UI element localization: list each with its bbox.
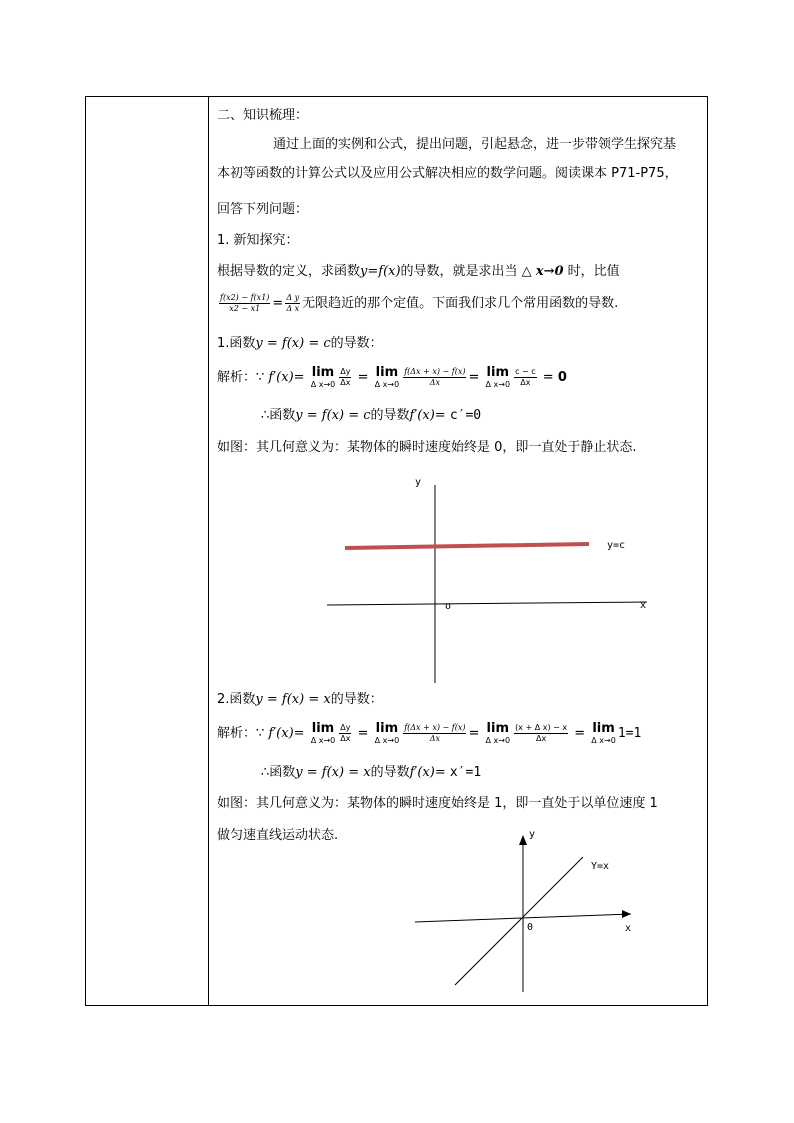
intro-line-3: 回答下列问题： — [217, 202, 309, 217]
c-fraction: $\frac{c - c}{\Delta x}$ — [515, 367, 536, 387]
def-fraction: $\frac{f(x2) - f(x1)}{x2 - x1}$ — [220, 293, 270, 313]
item2-heading: 2.函数y = f(x) = x的导数： — [217, 692, 383, 707]
lesson-table — [85, 96, 708, 1006]
lim-5: lim Δ x→0 — [374, 721, 400, 745]
origin-label-2: 0 — [527, 922, 534, 933]
def-x-to-0: x→0 — [535, 264, 564, 279]
x-axis-label: x — [640, 600, 647, 611]
item2-meaning-1: 如图：其几何意义为：某物体的瞬时速度始终是 1，即一直处于以单位速度 1 — [217, 796, 658, 811]
subheading: 1. 新知探究： — [217, 233, 299, 248]
dy-dx-fraction: $\frac{\Delta y}{\Delta x}$ — [340, 367, 351, 387]
x-arrow-icon — [622, 910, 631, 918]
constant-function-graph — [327, 475, 667, 685]
lim-2: lim Δ x→0 — [374, 365, 400, 389]
section-title: 二、知识梳理： — [217, 108, 309, 123]
column-divider — [208, 97, 209, 1005]
item2-conclusion: ∴函数y = f(x) = x的导数f′(x)= x′=1 — [261, 765, 482, 780]
content-cell — [217, 97, 703, 1005]
item2-meaning-2: 做匀速直线运动状态. — [217, 828, 339, 843]
lim-4: lim Δ x→0 — [310, 721, 336, 745]
item1-heading-formula: y = f(x) = c — [255, 336, 331, 351]
x-axis-label-2: x — [625, 923, 632, 934]
definition-line-1 — [217, 263, 620, 281]
item2-analysis: 解析：∵ f′(x)= lim Δ x→0 $\frac{\Delta y}{\Delta x}$ = lim Δ x→0 $\frac{f(\Delta x + x) - f(x)}{\Delta x}$ = lim Δ x→0 $\frac{\text{(x + Δ x) − x}}{\Delta x}$ = lim Δ x→0 1=1 — [217, 721, 642, 745]
intro-line-2: 本初等函数的计算公式以及应用公式解决相应的数学问题。阅读课本 P71-P75， — [217, 166, 678, 181]
x-axis — [327, 602, 647, 605]
y-axis-label-2: y — [529, 829, 536, 840]
identity-line — [455, 857, 583, 985]
def-text-4: 无限趋近的那个定值。下面我们求几个常用函数的导数. — [302, 296, 619, 311]
lim-3: lim Δ x→0 — [485, 365, 511, 389]
line-label-2: Y=x — [591, 861, 610, 872]
item1-meaning: 如图：其几何意义为：某物体的瞬时速度始终是 0，即一直处于静止状态. — [217, 440, 637, 455]
item1-conclusion: ∴函数y = f(x) = c的导数f′(x)= c′=0 — [261, 408, 482, 423]
dy-dx-fraction-2: $\frac{\Delta y}{\Delta x}$ — [340, 723, 351, 743]
item1-heading: 1.函数y = f(x) = c的导数： — [217, 336, 383, 351]
y-arrow-icon — [519, 835, 527, 845]
lim-6: lim Δ x→0 — [485, 721, 511, 745]
lim-7: lim Δ x→0 — [591, 721, 616, 745]
item1-analysis: 解析：∵ f′(x)= lim Δ x→0 $\frac{\Delta y}{\Delta x}$ = lim Δ x→0 $\frac{f(\Delta x + x) - f(x)}{\Delta x}$ = lim Δ x→0 $\frac{c - c}{\Delta x}$ = 0 — [217, 365, 567, 389]
diff-fraction: $\frac{f(\Delta x + x) - f(x)}{\Delta x}$ — [404, 367, 466, 387]
origin-label: o — [445, 601, 452, 612]
def-text-2: 的导数，就是求出当 △ — [400, 264, 532, 279]
lim-1: lim Δ x→0 — [310, 365, 336, 389]
y-axis-label: y — [415, 477, 422, 488]
result-one: 1=1 — [617, 726, 642, 741]
def-eq: = — [272, 296, 284, 311]
result-zero: 0 — [557, 370, 567, 385]
diff-fraction-2: $\frac{f(\Delta x + x) - f(x)}{\Delta x}$ — [404, 723, 466, 743]
item2-heading-formula: y = f(x) = x — [255, 692, 331, 707]
def-text-3: 时，比值 — [567, 264, 620, 279]
analysis-label: 解析：∵ — [217, 370, 265, 385]
intro-line-1: 通过上面的实例和公式，提出问题，引起悬念，进一步带领学生探究基 — [273, 137, 677, 152]
definition-line-2 — [217, 289, 618, 319]
constant-line — [345, 544, 589, 548]
identity-function-graph — [415, 827, 645, 992]
def-fraction-2: $\frac{\text{Δ y}}{\text{Δ x}}$ — [286, 293, 300, 313]
def-formula: y=f(x) — [360, 264, 401, 279]
x-fraction: $\frac{\text{(x + Δ x) − x}}{\Delta x}$ — [515, 723, 568, 743]
line-label: y=c — [607, 540, 626, 551]
def-text-1: 根据导数的定义，求函数 — [217, 264, 361, 279]
